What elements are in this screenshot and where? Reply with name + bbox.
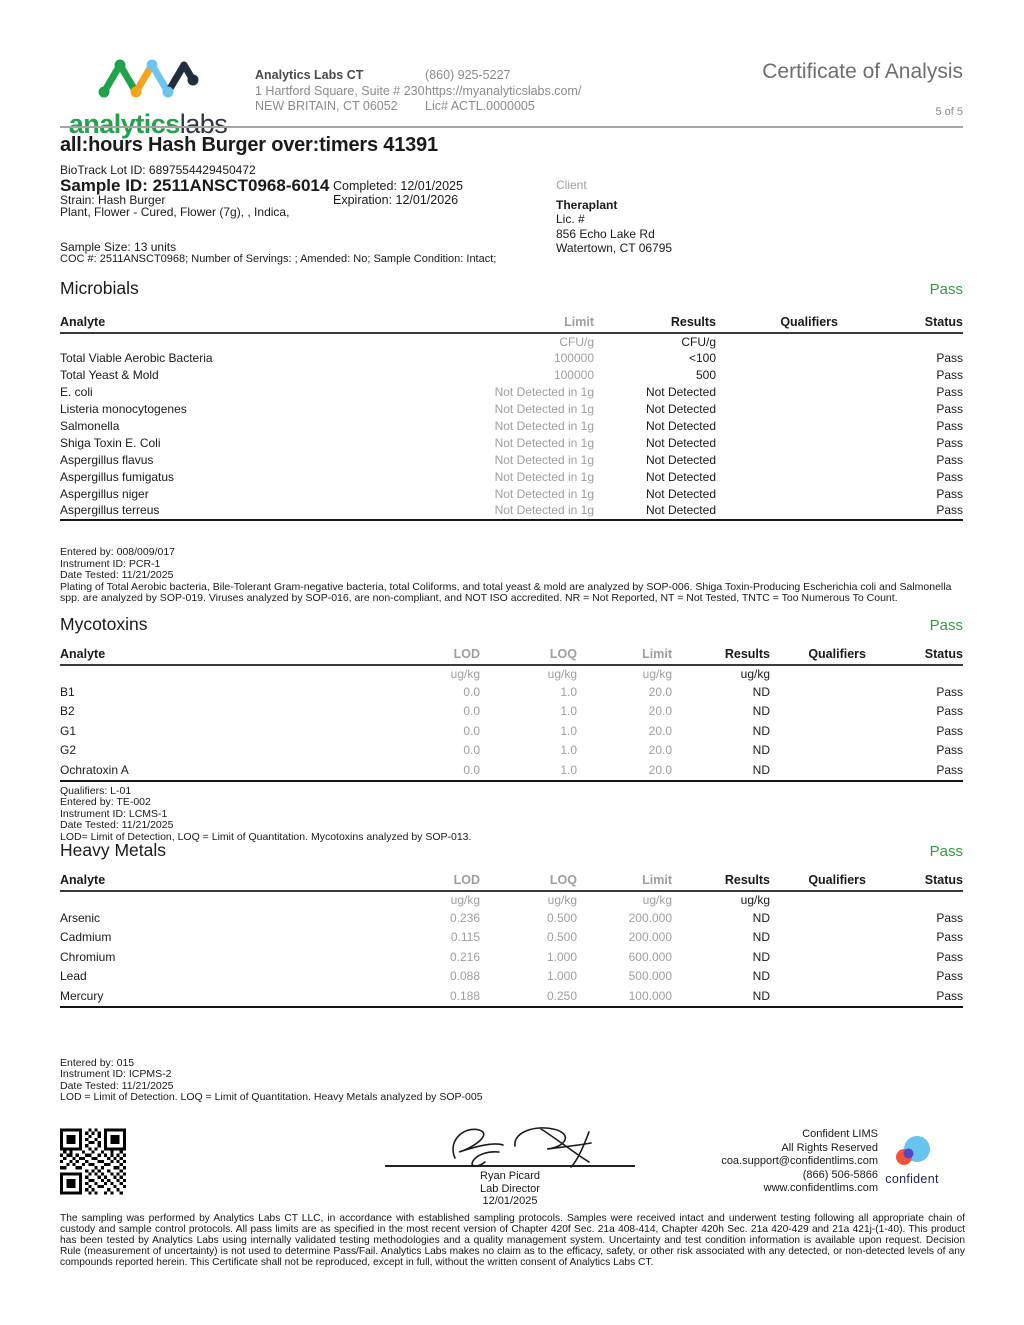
table-row: Aspergillus fumigatus Not Detected in 1g Not Detected Pass bbox=[60, 469, 963, 484]
signature-date: 12/01/2025 bbox=[482, 1195, 538, 1207]
col-qualifiers: Qualifiers bbox=[780, 315, 838, 329]
logo-word-analytics: analytics bbox=[68, 109, 180, 139]
doc-title: Certificate of Analysis bbox=[762, 60, 963, 83]
signature-block bbox=[385, 1122, 635, 1208]
table-row: Chromium 0.216 1.000 600.000 ND Pass bbox=[60, 949, 963, 964]
table-row: Aspergillus terreus Not Detected in 1g Not Detected Pass bbox=[60, 503, 963, 518]
microbials-method-description: Plating of Total Aerobic bacteria, Bile-Tolerant Gram-negative bacteria, total Coliforms, and total yeast & mold are analyzed by SOP-006. Shiga Toxin-Producing Escherichia coli and Salmonella spp. are analyzed by SOP-019. Viruses analyzed by SOP-016, are non-compliant, and NOT ISO accredited. NR = Not Reported, NT = Not Tested, TNTC = Too Numerous To Count. bbox=[60, 580, 952, 605]
table-row: Listeria monocytogenes Not Detected in 1g Not Detected Pass bbox=[60, 402, 963, 417]
microbials-notes: Entered by: 008/009/017 Instrument ID: PCR-1 Date Tested: 11/21/2025 Plating of Total Aerobic bacteria, Bile-Tolerant Gram-negative bacteria, total Coliforms, and total yeast & mold are analyzed by SOP-006. Shiga Toxin-Producing Escherichia coli and Salmonella spp. are analyzed by SOP-019. Viruses analyzed by SOP-016, are non-compliant, and NOT ISO accredited. NR = Not Reported, NT = Not Tested, TNTC = Too Numerous To Count. bbox=[60, 547, 963, 605]
microbials-section bbox=[60, 278, 963, 605]
lims-rights: All Rights Reserved bbox=[781, 1141, 878, 1154]
lims-info-block bbox=[638, 1128, 878, 1196]
mycotoxins-units-row: ug/kg ug/kg ug/kg ug/kg bbox=[450, 667, 770, 681]
confident-logo-icon bbox=[890, 1134, 934, 1166]
table-row: Total Yeast & Mold 100000 500 Pass bbox=[60, 368, 963, 383]
coc-line: COC #: 2511ANSCT0968; Number of Servings: ; Amended: No; Sample Condition: Intact; bbox=[60, 253, 497, 265]
table-row: Arsenic 0.236 0.500 200.000 ND Pass bbox=[60, 910, 963, 925]
lab-website: https://myanalyticslabs.com/ bbox=[425, 83, 582, 98]
table-row: E. coli Not Detected in 1g Not Detected Pass bbox=[60, 385, 963, 400]
table-row: Aspergillus flavus Not Detected in 1g Not Detected Pass bbox=[60, 452, 963, 467]
table-row: Mercury 0.188 0.250 100.000 ND Pass bbox=[60, 988, 963, 1003]
mycotoxins-header-row: Analyte LOD LOQ Limit Results Qualifiers Status bbox=[60, 647, 963, 666]
confident-logo bbox=[884, 1134, 940, 1186]
lab-license: Lic# ACTL.0000005 bbox=[425, 99, 535, 113]
sample-id: Sample ID: 2511ANSCT0968-6014 bbox=[60, 176, 330, 195]
expiration-date: Expiration: 12/01/2026 bbox=[333, 193, 459, 207]
lab-phone: (860) 925-5227 bbox=[425, 68, 511, 82]
heavy-metals-section bbox=[60, 840, 963, 1104]
table-row: Ochratoxin A 0.0 1.0 20.0 ND Pass bbox=[60, 762, 963, 777]
completed-date: Completed: 12/01/2025 bbox=[333, 179, 463, 193]
table-row: Shiga Toxin E. Coli Not Detected in 1g Not Detected Pass bbox=[60, 435, 963, 450]
sample-size: Sample Size: 13 units bbox=[60, 240, 177, 254]
client-name: Theraplant bbox=[556, 197, 618, 212]
table-row: Lead 0.088 1.000 500.000 ND Pass bbox=[60, 969, 963, 984]
lims-phone: (866) 506-5866 bbox=[802, 1168, 878, 1181]
client-block bbox=[556, 178, 672, 256]
table-row: Cadmium 0.115 0.500 200.000 ND Pass bbox=[60, 930, 963, 945]
confident-wordmark: confident bbox=[885, 1172, 939, 1186]
heavy-metals-header-row: Analyte LOD LOQ Limit Results Qualifiers Status bbox=[60, 873, 963, 892]
qr-code bbox=[60, 1128, 126, 1200]
lims-email: coa.support@confidentlims.com bbox=[721, 1155, 878, 1167]
biotrack-lot-id: BioTrack Lot ID: 6897554429450472 bbox=[60, 163, 256, 177]
microbials-status-badge: Pass bbox=[929, 281, 963, 298]
lab-address-line1: 1 Hartford Square, Suite # 230 bbox=[255, 83, 425, 98]
microbials-title: Microbials bbox=[60, 278, 139, 298]
signer-title: Lab Director bbox=[480, 1182, 540, 1195]
lab-contact-block bbox=[425, 68, 581, 115]
table-row: B2 0.0 1.0 20.0 ND Pass bbox=[60, 704, 963, 719]
lab-address-line2: NEW BRITAIN, CT 06052 bbox=[255, 99, 398, 113]
microbials-header-row bbox=[60, 315, 963, 334]
matrix-description: Plant, Flower - Cured, Flower (7g), , Indica, bbox=[60, 205, 290, 219]
signer-name: Ryan Picard bbox=[480, 1170, 540, 1182]
col-limit: Limit bbox=[564, 315, 594, 329]
table-row: Salmonella Not Detected in 1g Not Detected Pass bbox=[60, 419, 963, 433]
heavy-metals-notes: Entered by: 015 Instrument ID: ICPMS-2 Date Tested: 11/21/2025 LOD = Limit of Detection. LOQ = Limit of Quantitation. Heavy Metals analyzed by SOP-005 bbox=[60, 1056, 483, 1104]
mycotoxins-section bbox=[60, 614, 963, 843]
signature-icon bbox=[385, 1122, 635, 1168]
lims-name: Confident LIMS bbox=[802, 1128, 878, 1140]
client-label: Client bbox=[556, 178, 587, 192]
col-status: Status bbox=[924, 315, 963, 329]
lab-address-block bbox=[255, 68, 425, 115]
logo-zigzag-icon bbox=[94, 56, 202, 102]
page-indicator: 5 of 5 bbox=[935, 106, 963, 118]
lims-website: www.confidentlims.com bbox=[763, 1182, 878, 1194]
disclaimer-text: The sampling was performed by Analytics Labs CT LLC, in accordance with established sampling protocols. Samples were received intact and underwent testing following all appropriate chain of custody and sample control protocols. All pass limits are as specified in the most recent version of Chapter 420f Sec. 21a 408-414, Chapter 420h Sec. 21a 420-429 and 21a 421j-(1-40). This product has been tested by Analytics Labs using internally validated testing methodologies and a quality management system. Uncertainty and test condition information is available upon request. Decision Rule (measurement of uncertainty) is not used to determine Pass/Fail. Analytics Labs makes no claim as to the efficacy, safety, or other risk associated with any detected, or non-detected levels of any compounds reported herein. This Certificate shall not be reproduced, except in full, without the written consent of Analytics Labs CT. bbox=[60, 1213, 965, 1268]
client-address1: 856 Echo Lake Rd bbox=[556, 226, 655, 241]
unit-results: CFU/g bbox=[681, 335, 716, 349]
strain: Strain: Hash Burger bbox=[60, 193, 166, 207]
microbials-units-row bbox=[60, 334, 963, 350]
table-bottom-rule bbox=[60, 519, 963, 521]
heavy-metals-units-row: ug/kg ug/kg ug/kg ug/kg bbox=[450, 893, 770, 907]
heavy-metals-status-badge: Pass bbox=[929, 843, 963, 860]
table-row: B1 0.0 1.0 20.0 ND Pass bbox=[60, 684, 963, 699]
table-bottom-rule bbox=[60, 780, 963, 782]
header-divider bbox=[60, 126, 963, 128]
mycotoxins-status-badge: Pass bbox=[929, 617, 963, 634]
product-title: all:hours Hash Burger over:timers 41391 bbox=[60, 134, 438, 156]
logo-word-labs: labs bbox=[179, 109, 228, 139]
client-address2: Watertown, CT 06795 bbox=[556, 241, 673, 255]
table-row: Total Viable Aerobic Bacteria 100000 <100 Pass bbox=[60, 351, 963, 366]
heavy-metals-title: Heavy Metals bbox=[60, 840, 167, 860]
table-row: G2 0.0 1.0 20.0 ND Pass bbox=[60, 743, 963, 758]
client-license: Lic. # bbox=[556, 212, 585, 226]
table-row: G1 0.0 1.0 20.0 ND Pass bbox=[60, 723, 963, 738]
unit-limit: CFU/g bbox=[559, 335, 594, 349]
col-analyte: Analyte bbox=[60, 315, 106, 329]
table-bottom-rule bbox=[60, 1006, 963, 1008]
lab-name: Analytics Labs CT bbox=[255, 68, 364, 82]
col-results: Results bbox=[670, 315, 716, 329]
mycotoxins-notes: Qualifiers: L-01 Entered by: TE-002 Instrument ID: LCMS-1 Date Tested: 11/21/2025 LOD= Limit of Detection, LOQ = Limit of Quantitation. Mycotoxins analyzed by SOP-013. bbox=[60, 784, 472, 843]
mycotoxins-title: Mycotoxins bbox=[60, 614, 148, 634]
table-row: Aspergillus niger Not Detected in 1g Not Detected Pass bbox=[60, 486, 963, 501]
